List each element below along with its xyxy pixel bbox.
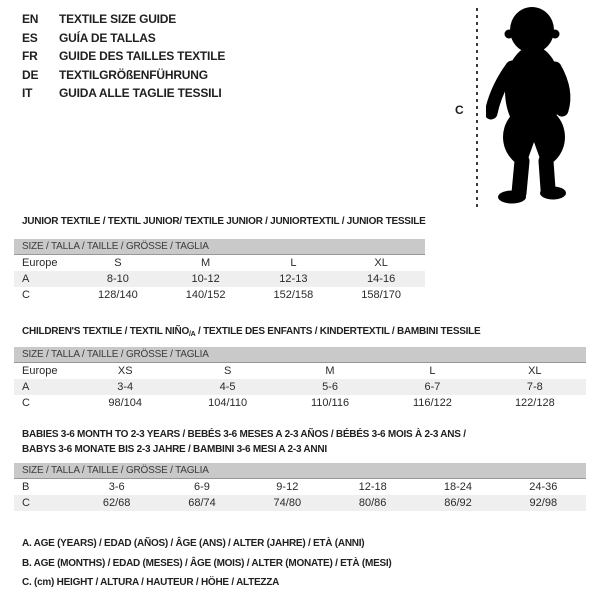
language-label: TEXTILGRÖßENFÜHRUNG <box>59 67 208 82</box>
language-label: GUIDA ALLE TAGLIE TESSILI <box>59 86 222 101</box>
height-measure-dashed-line <box>476 8 478 209</box>
table-cell: 4-5 <box>219 381 236 393</box>
table-row <box>14 479 586 495</box>
table-cell: XL <box>374 257 388 269</box>
babies-title-line-1: BABIES 3-6 MONTH TO 2-3 YEARS / BEBÉS 3-6 MESES A 2-3 AÑOS / BÉBÉS 3-6 MOIS À 2-3 ANS / <box>22 429 466 440</box>
measure-c-label: C <box>455 103 464 117</box>
language-code: IT <box>22 86 33 101</box>
legend-line-c: C. (cm) HEIGHT / ALTURA / HAUTEUR / HÖHE / ALTEZZA <box>22 577 280 588</box>
row-label: B <box>22 481 30 493</box>
table-cell: 62/68 <box>102 497 131 509</box>
table-cell: 158/170 <box>361 289 401 301</box>
table-cell: M <box>325 365 335 377</box>
table-cell: 86/92 <box>444 497 472 509</box>
size-header-bar: SIZE / TALLA / TAILLE / GRÖSSE / TAGLIA <box>14 239 425 255</box>
table-cell: 5-6 <box>322 381 338 393</box>
language-code: EN <box>22 12 39 27</box>
language-code: DE <box>22 67 39 82</box>
children-size-table <box>14 347 586 411</box>
table-cell: 14-16 <box>367 273 396 285</box>
table-cell: S <box>114 257 122 269</box>
legend-line-b: B. AGE (MONTHS) / EDAD (MESES) / ÂGE (MOIS) / ALTER (MONATE) / ETÀ (MESI) <box>22 557 392 569</box>
table-cell: 12-13 <box>279 273 308 285</box>
table-cell: 110/116 <box>310 397 350 409</box>
table-cell: 6-7 <box>424 381 441 393</box>
table-cell: 7-8 <box>526 381 543 393</box>
baby-silhouette <box>486 5 590 205</box>
language-row <box>22 47 225 66</box>
table-cell: XS <box>117 365 133 377</box>
table-cell: 18-24 <box>443 481 473 493</box>
size-header-bar: SIZE / TALLA / TAILLE / GRÖSSE / TAGLIA <box>14 463 586 479</box>
table-cell: 128/140 <box>97 289 138 301</box>
row-label: Europe <box>22 257 58 269</box>
language-title-block <box>22 10 225 103</box>
table-row <box>14 363 586 379</box>
table-cell: 3-6 <box>108 481 125 493</box>
language-label: GUÍA DE TALLAS <box>59 30 156 45</box>
children-title-post: / TEXTILE DES ENFANTS / KINDERTEXTIL / BAMBINI TESSILE <box>195 326 481 337</box>
row-label: C <box>22 397 30 409</box>
table-cell: L <box>290 257 297 269</box>
table-cell: 116/122 <box>412 397 452 409</box>
children-title-sub: /A <box>188 331 196 338</box>
row-label: C <box>22 497 30 509</box>
junior-size-table <box>14 239 425 303</box>
table-cell: 12-18 <box>358 481 387 493</box>
children-section-title <box>22 326 480 341</box>
table-cell: 9-12 <box>276 481 299 493</box>
babies-size-table <box>14 463 586 511</box>
table-row <box>14 271 425 287</box>
table-cell: 80/86 <box>358 497 387 509</box>
row-label: A <box>22 381 30 393</box>
legend-line-a: A. AGE (YEARS) / EDAD (AÑOS) / ÂGE (ANS) / ALTER (JAHRE) / ETÀ (ANNI) <box>22 538 365 549</box>
language-row <box>22 29 225 48</box>
language-row <box>22 10 225 29</box>
table-cell: 98/104 <box>108 397 143 409</box>
table-cell: 104/110 <box>208 397 248 409</box>
table-row <box>14 379 586 395</box>
table-cell: 8-10 <box>106 273 129 285</box>
language-code: FR <box>22 49 38 64</box>
row-label: A <box>22 273 30 285</box>
table-cell: 24-36 <box>529 481 558 493</box>
table-cell: 74/80 <box>273 497 302 509</box>
babies-title-line-2: BABYS 3-6 MONATE BIS 2-3 JAHRE / BAMBINI 3-6 MESI A 2-3 ANNI <box>22 444 327 455</box>
junior-section-title: JUNIOR TEXTILE / TEXTIL JUNIOR/ TEXTILE JUNIOR / JUNIORTEXTIL / JUNIOR TESSILE <box>22 216 426 227</box>
measure-legend <box>22 534 392 593</box>
table-cell: 152/158 <box>273 289 314 301</box>
table-cell: 6-9 <box>194 481 210 493</box>
table-cell: S <box>223 365 232 377</box>
row-label: C <box>22 289 30 301</box>
table-cell: 10-12 <box>191 273 220 285</box>
row-label: Europe <box>22 365 58 377</box>
language-code: ES <box>22 30 38 45</box>
table-row <box>14 495 586 511</box>
language-row <box>22 66 225 85</box>
table-cell: 3-4 <box>117 381 134 393</box>
table-row <box>14 255 425 271</box>
table-row <box>14 395 586 411</box>
table-cell: XL <box>528 365 542 377</box>
table-cell: 140/152 <box>185 289 226 301</box>
table-row <box>14 287 425 303</box>
table-cell: 122/128 <box>514 397 555 409</box>
table-cell: M <box>201 257 211 269</box>
children-title-pre: CHILDREN'S TEXTILE / TEXTIL NIÑO <box>22 326 189 337</box>
language-row <box>22 84 225 103</box>
size-header-bar: SIZE / TALLA / TAILLE / GRÖSSE / TAGLIA <box>14 347 586 363</box>
babies-section-title <box>22 427 466 457</box>
language-label: GUIDE DES TAILLES TEXTILE <box>59 49 226 64</box>
table-cell: L <box>429 365 436 377</box>
language-label: TEXTILE SIZE GUIDE <box>59 12 177 27</box>
table-cell: 92/98 <box>529 497 558 509</box>
table-cell: 68/74 <box>188 497 216 509</box>
